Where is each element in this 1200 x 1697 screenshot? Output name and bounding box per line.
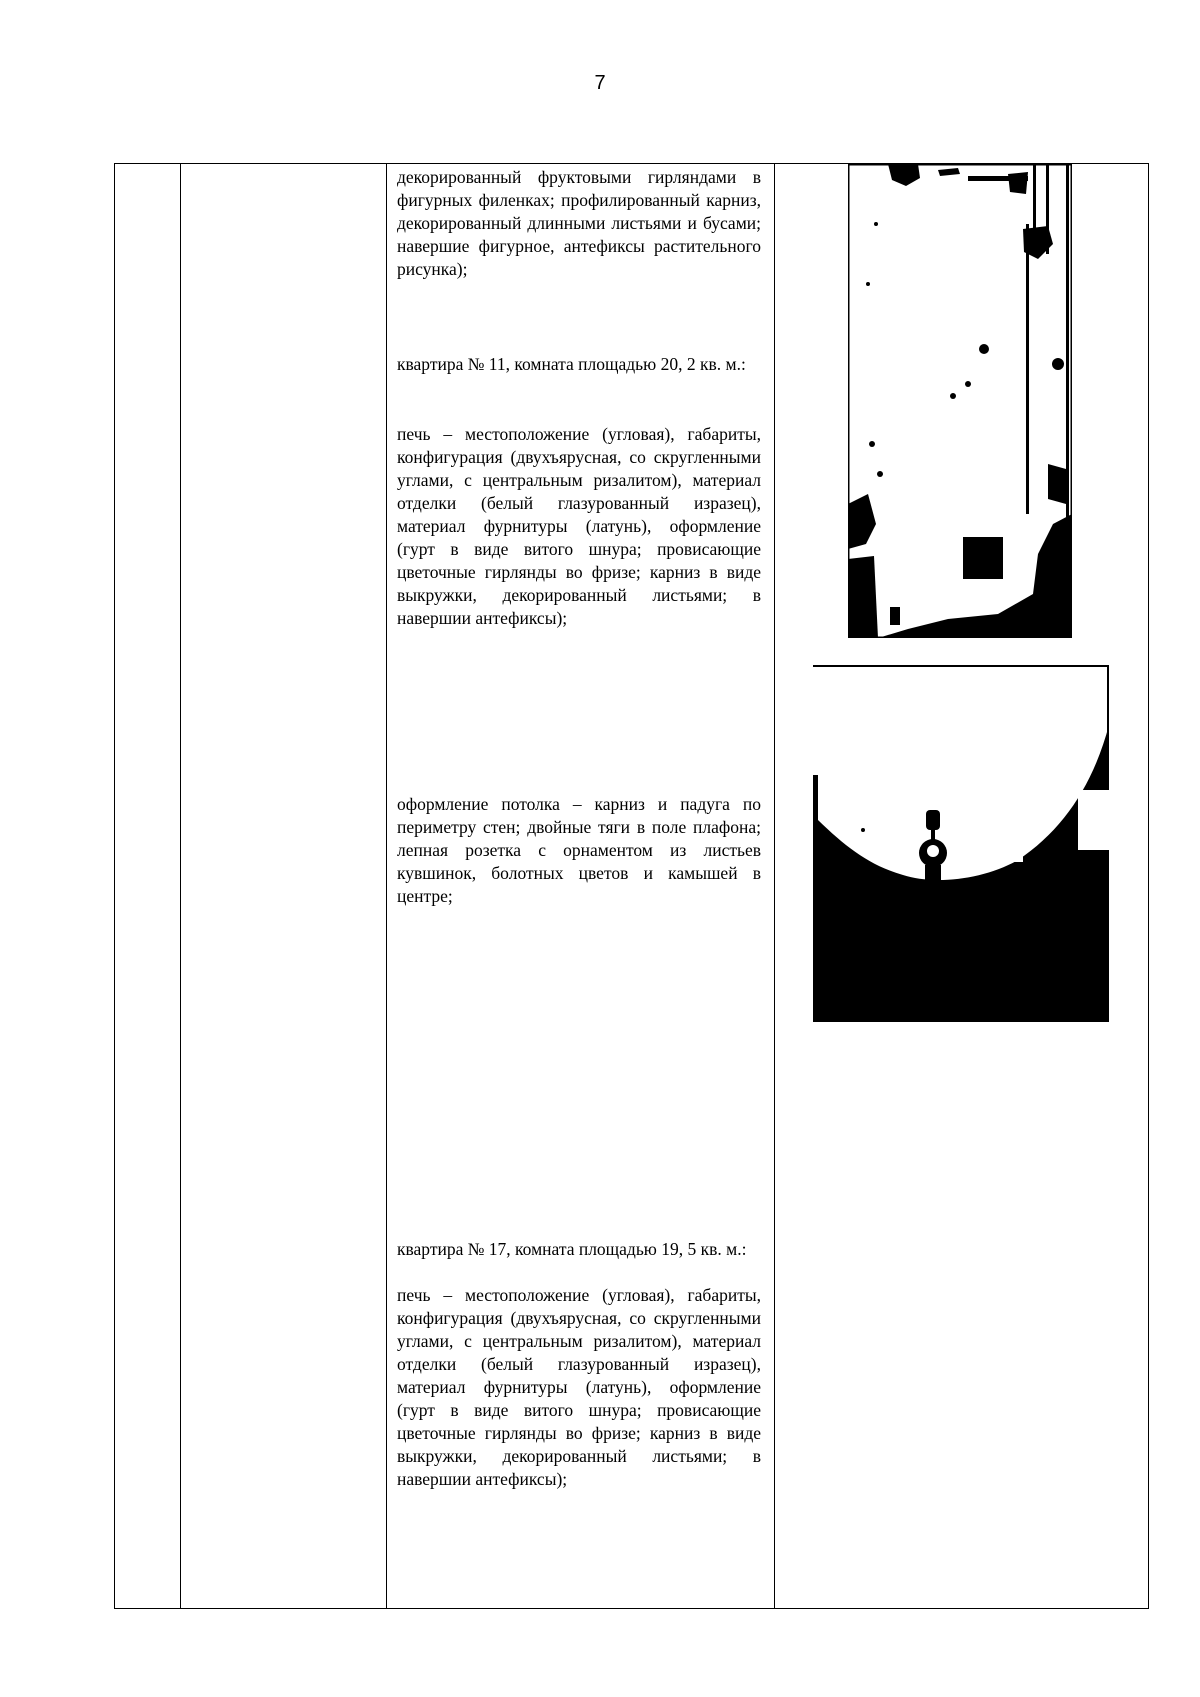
photo-cell: [775, 164, 1149, 1609]
stove-description: печь – местоположение (угловая), габариты, конфигурация (двухъярусная, со скругленными углами, с центральным ризалитом), материал отделки (белый глазурованный изразец), материал фурнитуры (латунь), оформление (гурт в виде витого шнура; провисающие цветочные гирлянды во фризе; карниз в виде выкружки, декорированный листьями; в навершии антефиксы);: [397, 424, 761, 628]
apartment-heading: квартира № 17, комната площадью 19, 5 кв. м.:: [397, 1239, 747, 1259]
number-cell: [115, 164, 181, 1609]
description-cell: [387, 164, 775, 1609]
description-paragraph: декорированный фруктовыми гирляндами в фигурных филенках; профилированный карниз, декорированный длинными листьями и бусами; навершие фигурное, антефиксы растительного рисунка);: [397, 167, 761, 279]
table-row: [115, 164, 1149, 1609]
ceiling-description: оформление потолка – карниз и падуга по периметру стен; двойные тяги в поле плафона; лепная розетка с орнаментом из листьев кувшинок, болотных цветов и камышей в центре;: [397, 794, 761, 906]
stove-photo: [848, 164, 1072, 638]
ceiling-photo: [813, 665, 1109, 1022]
stove-description: печь – местоположение (угловая), габариты, конфигурация (двухъярусная, со скругленными углами, с центральным ризалитом), материал отделки (белый глазурованный изразец), материал фурнитуры (латунь), оформление (гурт в виде витого шнура; провисающие цветочные гирлянды во фризе; карниз в виде выкружки, декорированный листьями; в навершии антефиксы);: [397, 1285, 761, 1489]
heritage-table: [114, 163, 1149, 1609]
apartment-heading: квартира № 11, комната площадью 20, 2 кв. м.:: [397, 354, 746, 374]
page-number: 7: [594, 72, 606, 94]
name-cell: [181, 164, 387, 1609]
